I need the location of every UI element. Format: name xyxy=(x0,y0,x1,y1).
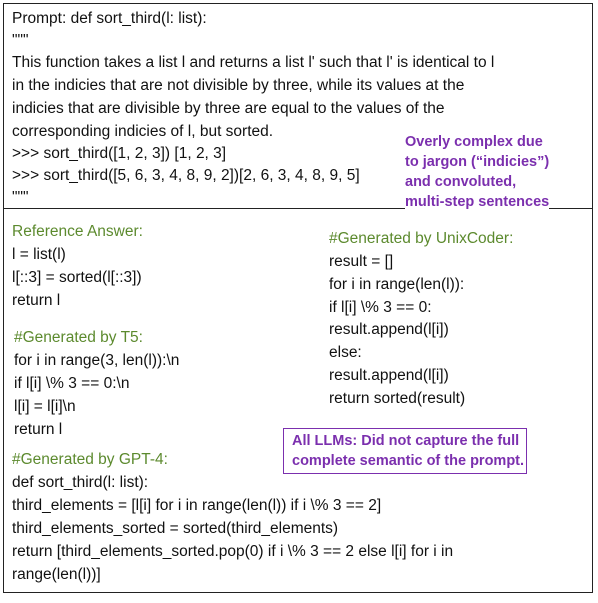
prompt-line: in the indicies that are not divisible by three, while its values at the xyxy=(12,77,465,94)
unixcoder-line: else: xyxy=(329,344,362,361)
prompt-line: corresponding indicies of l, but sorted. xyxy=(12,123,274,140)
unixcoder-line: result.append(l[i]) xyxy=(329,367,449,384)
prompt-line: This function takes a list l and returns a list l' such that l' is identical to l xyxy=(12,54,495,71)
prompt-line: Prompt: def sort_third(l: list): xyxy=(12,10,207,27)
prompt-line: """ xyxy=(12,189,29,206)
unixcoder-line: for i in range(len(l)): xyxy=(329,276,465,293)
gpt4-line: range(len(l))] xyxy=(12,566,101,583)
llm-annotation-line: complete semantic of the prompt. xyxy=(292,453,525,469)
reference-line: return l xyxy=(12,292,61,309)
reference-heading: Reference Answer: xyxy=(12,223,143,240)
prompt-line: >>> sort_third([5, 6, 3, 4, 8, 9, 2])[2, 6, 3, 4, 8, 9, 5] xyxy=(12,167,360,184)
prompt-annotation-line: to jargon (“indicies”) xyxy=(405,154,550,170)
reference-line: l = list(l) xyxy=(12,246,66,263)
t5-line: if l[i] \% 3 == 0:\n xyxy=(14,375,130,392)
gpt4-line: return [third_elements_sorted.pop(0) if i \% 3 == 2 else l[i] for i in xyxy=(12,543,454,560)
gpt4-heading: #Generated by GPT-4: xyxy=(12,451,168,468)
unixcoder-heading: #Generated by UnixCoder: xyxy=(329,230,514,247)
prompt-line: indicies that are divisible by three are equal to the values of the xyxy=(12,100,445,117)
llm-annotation xyxy=(283,428,527,474)
unixcoder-line: result = [] xyxy=(329,253,394,270)
prompt-annotation xyxy=(405,132,549,212)
t5-heading: #Generated by T5: xyxy=(14,329,143,346)
t5-line: return l xyxy=(14,421,63,438)
prompt-annotation-line: multi-step sentences xyxy=(405,194,550,210)
gpt4-line: def sort_third(l: list): xyxy=(12,474,149,491)
t5-line: l[i] = l[i]\n xyxy=(14,398,76,415)
prompt-line: """ xyxy=(12,32,29,49)
prompt-line: >>> sort_third([1, 2, 3]) [1, 2, 3] xyxy=(12,145,227,162)
prompt-annotation-line: and convoluted, xyxy=(405,174,517,190)
gpt4-line: third_elements = [l[i] for i in range(len(l)) if i \% 3 == 2] xyxy=(12,497,382,514)
unixcoder-line: result.append(l[i]) xyxy=(329,321,449,338)
prompt-annotation-line: Overly complex due xyxy=(405,134,543,150)
unixcoder-line: return sorted(result) xyxy=(329,390,466,407)
unixcoder-line: if l[i] \% 3 == 0: xyxy=(329,299,432,316)
gpt4-line: third_elements_sorted = sorted(third_elements) xyxy=(12,520,339,537)
reference-line: l[::3] = sorted(l[::3]) xyxy=(12,269,142,286)
t5-line: for i in range(3, len(l)):\n xyxy=(14,352,180,369)
llm-annotation-line: All LLMs: Did not capture the full xyxy=(292,433,520,449)
